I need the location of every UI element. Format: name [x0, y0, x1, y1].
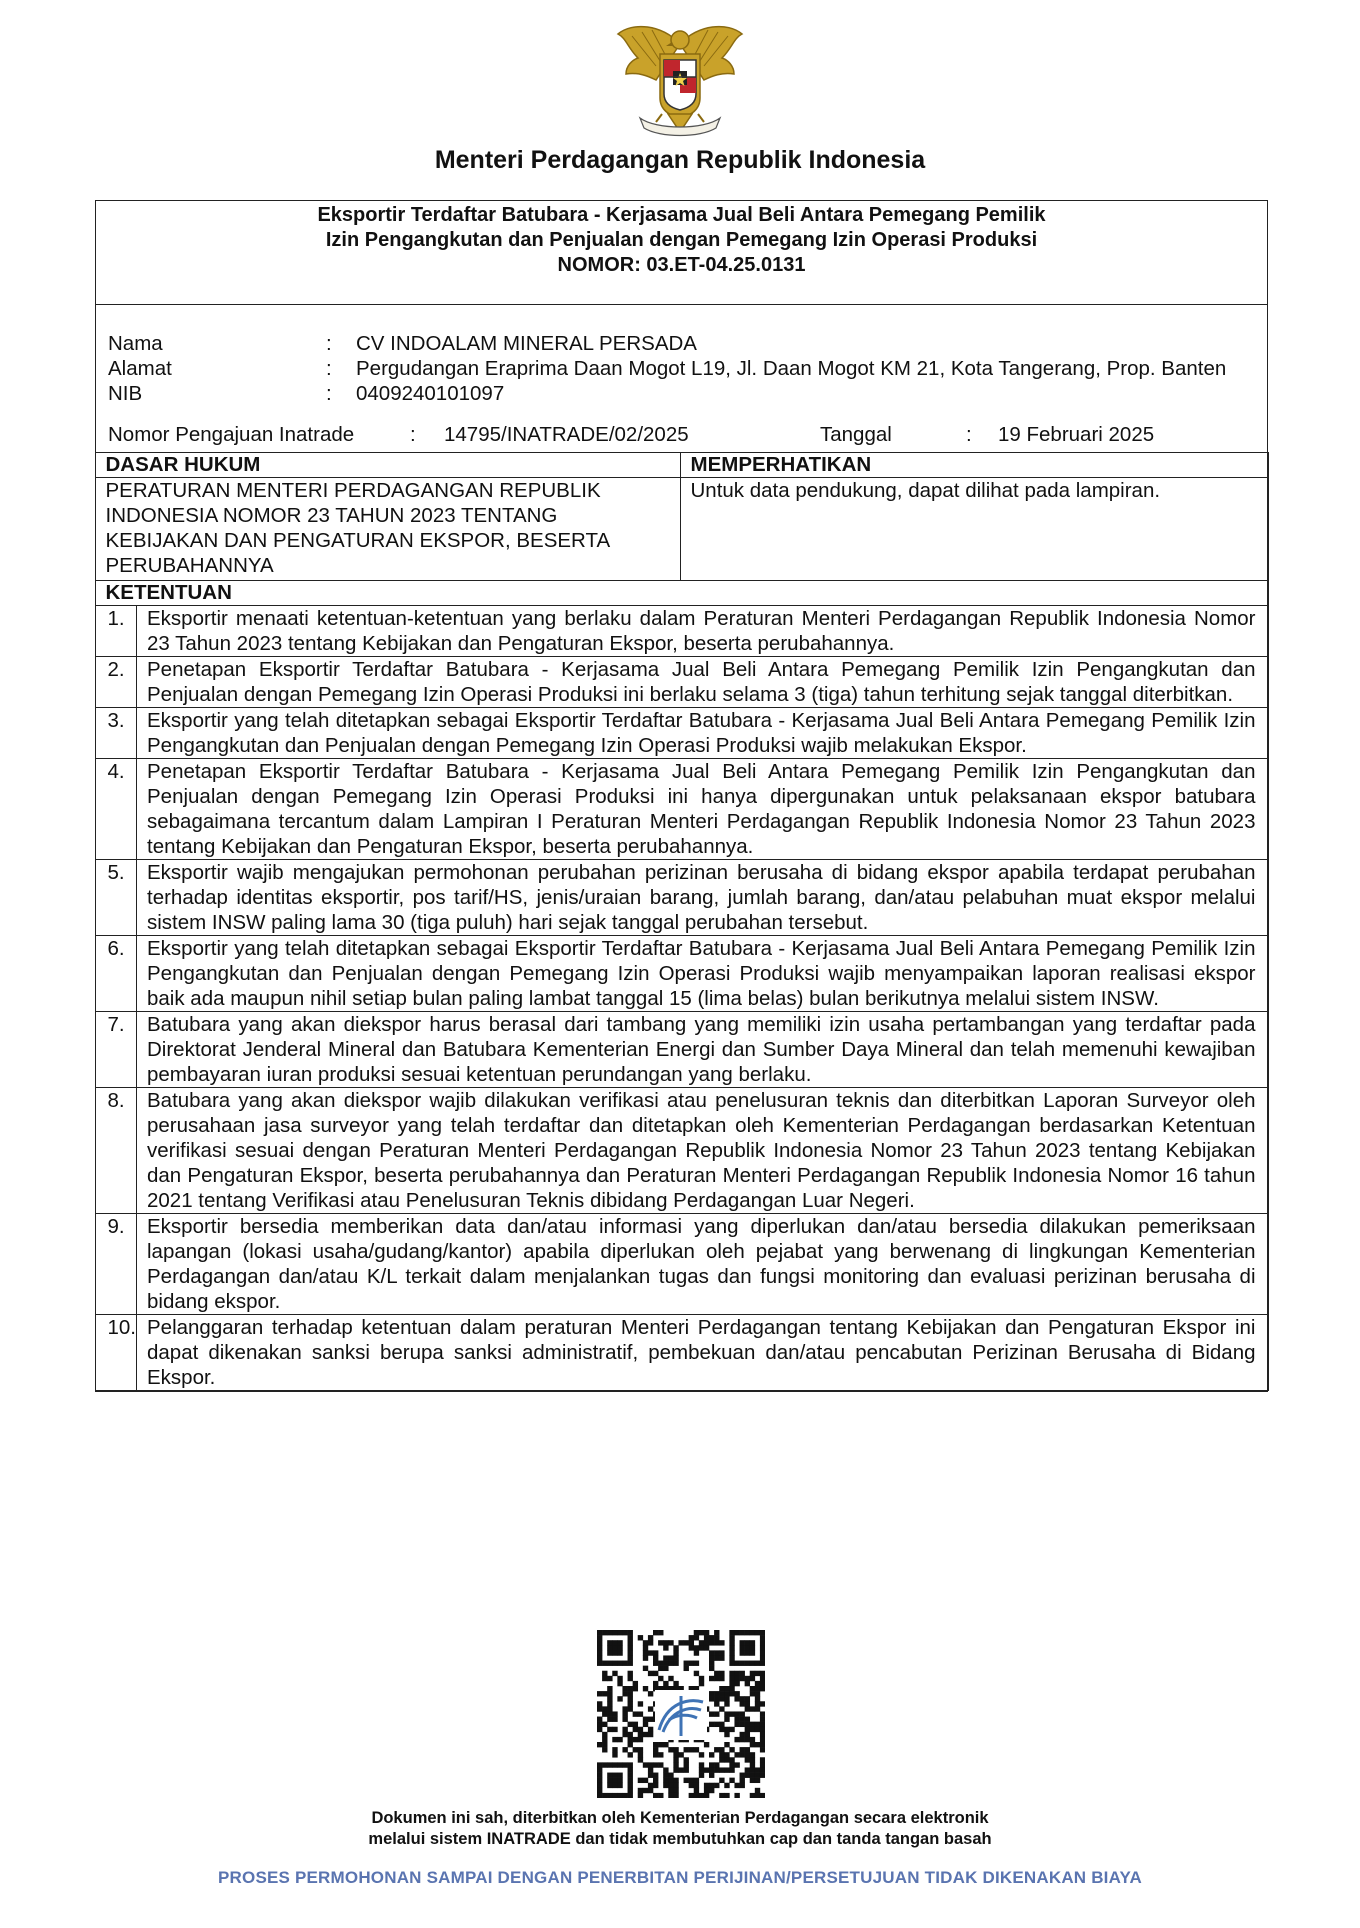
ketentuan-text: Eksportir menaati ketentuan-ketentuan yang berlaku dalam Peraturan Menteri Perdagangan Republik Indonesia Nomor 23 Tahun 2023 tentang Kebijakan dan Pengaturan Ekspor, beserta perubahannya.	[137, 606, 1269, 657]
ketentuan-number: 1.	[95, 606, 137, 657]
ketentuan-text: Penetapan Eksportir Terdaftar Batubara - Kerjasama Jual Beli Antara Pemegang Pemilik Izin Pengangkutan dan Penjualan dengan Pemegang Izin Operasi Produksi ini berlaku selama 3 (tiga) tahun terhitung sejak tanggal diterbitkan.	[137, 657, 1269, 708]
validity-line-2: melalui sistem INATRADE dan tidak membutuhkan cap dan tanda tangan basah	[368, 1830, 992, 1848]
pengajuan-row	[108, 422, 1255, 452]
ketentuan-row	[95, 1012, 1268, 1088]
validity-statement	[0, 1808, 1360, 1850]
ketentuan-text: Eksportir yang telah ditetapkan sebagai Eksportir Terdaftar Batubara - Kerjasama Jual Beli Antara Pemegang Pemilik Izin Pengangkutan dan Penjualan dengan Pemegang Izin Operasi Produksi wajib menyampaikan laporan realisasi ekspor baik ada maupun nihil setiap bulan paling lambat tanggal 15 (lima belas) bulan berikutnya melalui sistem INSW.	[137, 936, 1269, 1012]
separator: :	[326, 357, 332, 380]
garuda-emblem-icon	[612, 14, 748, 142]
info-row-nama	[108, 331, 1255, 356]
separator: :	[326, 332, 332, 355]
ketentuan-number: 5.	[95, 860, 137, 936]
separator: :	[410, 423, 416, 446]
ketentuan-row	[95, 657, 1268, 708]
qr-code-icon	[597, 1630, 765, 1798]
ketentuan-row	[95, 708, 1268, 759]
nib-label: NIB	[108, 382, 143, 405]
nama-value: CV INDOALAM MINERAL PERSADA	[356, 332, 697, 355]
ketentuan-text: Penetapan Eksportir Terdaftar Batubara - Kerjasama Jual Beli Antara Pemegang Pemilik Izin Pengangkutan dan Penjualan dengan Pemegang Izin Operasi Produksi ini hanya dipergunakan untuk pelaksanaan ekspor batubara sebagaimana tercantum dalam Lampiran I Peraturan Menteri Perdagangan Republik Indonesia Nomor 23 Tahun 2023 tentang Kebijakan dan Pengaturan Ekspor, beserta perubahannya.	[137, 759, 1269, 860]
ketentuan-row	[95, 1214, 1268, 1315]
free-of-charge-notice: PROSES PERMOHONAN SAMPAI DENGAN PENERBITAN PERIJINAN/PERSETUJUAN TIDAK DIKENAKAN BIAYA	[218, 1868, 1142, 1887]
dasar-hukum-text: PERATURAN MENTERI PERDAGANGAN REPUBLIK INDONESIA NOMOR 23 TAHUN 2023 TENTANG KEBIJAKAN DAN PENGATURAN EKSPOR, BESERTA PERUBAHANNYA	[95, 478, 680, 581]
alamat-label: Alamat	[108, 357, 172, 380]
nama-label: Nama	[108, 332, 163, 355]
ketentuan-number: 9.	[95, 1214, 137, 1315]
ketentuan-row	[95, 606, 1268, 657]
memperhatikan-text: Untuk data pendukung, dapat dilihat pada lampiran.	[680, 478, 1268, 581]
ketentuan-number: 2.	[95, 657, 137, 708]
info-row-nib	[108, 381, 1255, 406]
ketentuan-number: 10.	[95, 1315, 137, 1391]
ministry-title: Menteri Perdagangan Republik Indonesia	[434, 146, 926, 174]
legal-basis-table	[95, 452, 1269, 581]
ketentuan-heading: KETENTUAN	[95, 581, 1268, 606]
ketentuan-number: 3.	[95, 708, 137, 759]
ketentuan-table	[95, 581, 1269, 1391]
info-row-alamat	[108, 356, 1255, 381]
validity-line-1: Dokumen ini sah, diterbitkan oleh Kementerian Perdagangan secara elektronik	[371, 1809, 989, 1827]
pengajuan-value: 14795/INATRADE/02/2025	[444, 423, 689, 446]
separator: :	[326, 382, 332, 405]
ketentuan-row	[95, 759, 1268, 860]
document-number: NOMOR: 03.ET-04.25.0131	[557, 254, 806, 276]
alamat-value: Pergudangan Eraprima Daan Mogot L19, Jl. Daan Mogot KM 21, Kota Tangerang, Prop. Banten	[356, 357, 1227, 380]
title-line-2: Izin Pengangkutan dan Penjualan dengan Pemegang Izin Operasi Produksi	[325, 229, 1038, 251]
tanggal-label: Tanggal	[820, 423, 892, 446]
ketentuan-row	[95, 1315, 1268, 1391]
title-line-1: Eksportir Terdaftar Batubara - Kerjasama Jual Beli Antara Pemegang Pemilik	[317, 204, 1046, 226]
separator: :	[966, 423, 972, 446]
ketentuan-text: Batubara yang akan diekspor harus berasal dari tambang yang memiliki izin usaha pertambangan yang terdaftar pada Direktorat Jenderal Mineral dan Batubara Kementerian Energi dan Sumber Daya Mineral dan telah memenuhi kewajiban pembayaran iuran produksi sesuai ketentuan perundangan yang berlaku.	[137, 1012, 1269, 1088]
memperhatikan-heading: MEMPERHATIKAN	[680, 453, 1268, 478]
pengajuan-label: Nomor Pengajuan Inatrade	[108, 423, 355, 446]
ketentuan-row	[95, 860, 1268, 936]
ketentuan-number: 7.	[95, 1012, 137, 1088]
ketentuan-text: Eksportir bersedia memberikan data dan/atau informasi yang diperlukan dan/atau bersedia dilakukan pemeriksaan lapangan (lokasi usaha/gudang/kantor) apabila diperlukan oleh pejabat yang berwenang di lingkungan Kementerian Perdagangan dan/atau K/L terkait dalam menjalankan tugas dan fungsi monitoring dan evaluasi perizinan berusaha di bidang ekspor.	[137, 1214, 1269, 1315]
ketentuan-row	[95, 1088, 1268, 1214]
ketentuan-text: Pelanggaran terhadap ketentuan dalam peraturan Menteri Perdagangan tentang Kebijakan dan Pengaturan Ekspor ini dapat dikenakan sanksi berupa sanksi administratif, pembekuan dan/atau pencabutan Perizinan Berusaha di Bidang Ekspor.	[137, 1315, 1269, 1391]
nib-value: 0409240101097	[356, 382, 505, 405]
document-title	[96, 201, 1267, 305]
tanggal-value: 19 Februari 2025	[998, 423, 1155, 446]
ketentuan-text: Batubara yang akan diekspor wajib dilakukan verifikasi atau penelusuran teknis dan diterbitkan Laporan Surveyor oleh perusahaan jasa surveyor yang telah terdaftar dan ditetapkan oleh Kementerian Perdagangan berdasarkan Ketentuan verifikasi sesuai dengan Peraturan Menteri Perdagangan Republik Indonesia Nomor 23 Tahun 2023 tentang Kebijakan dan Pengaturan Ekspor, beserta perubahannya dan Peraturan Menteri Perdagangan Republik Indonesia Nomor 16 tahun 2021 tentang Verifikasi atau Penelusuran Teknis dibidang Perdagangan Luar Negeri.	[137, 1088, 1269, 1214]
ketentuan-number: 4.	[95, 759, 137, 860]
ketentuan-text: Eksportir wajib mengajukan permohonan perubahan perizinan berusaha di bidang ekspor apabila terdapat perubahan terhadap identitas eksportir, pos tarif/HS, jenis/uraian barang, jumlah barang, dan/atau pelabuhan muat ekspor melalui sistem INSW paling lama 30 (tiga puluh) hari sejak tanggal perubahan tersebut.	[137, 860, 1269, 936]
ketentuan-number: 8.	[95, 1088, 137, 1214]
certificate-frame	[95, 200, 1268, 1392]
company-info	[96, 305, 1267, 452]
ketentuan-number: 6.	[95, 936, 137, 1012]
ketentuan-row	[95, 936, 1268, 1012]
dasar-hukum-heading: DASAR HUKUM	[95, 453, 680, 478]
ketentuan-text: Eksportir yang telah ditetapkan sebagai Eksportir Terdaftar Batubara - Kerjasama Jual Beli Antara Pemegang Pemilik Izin Pengangkutan dan Penjualan dengan Pemegang Izin Operasi Produksi wajib melakukan Ekspor.	[137, 708, 1269, 759]
